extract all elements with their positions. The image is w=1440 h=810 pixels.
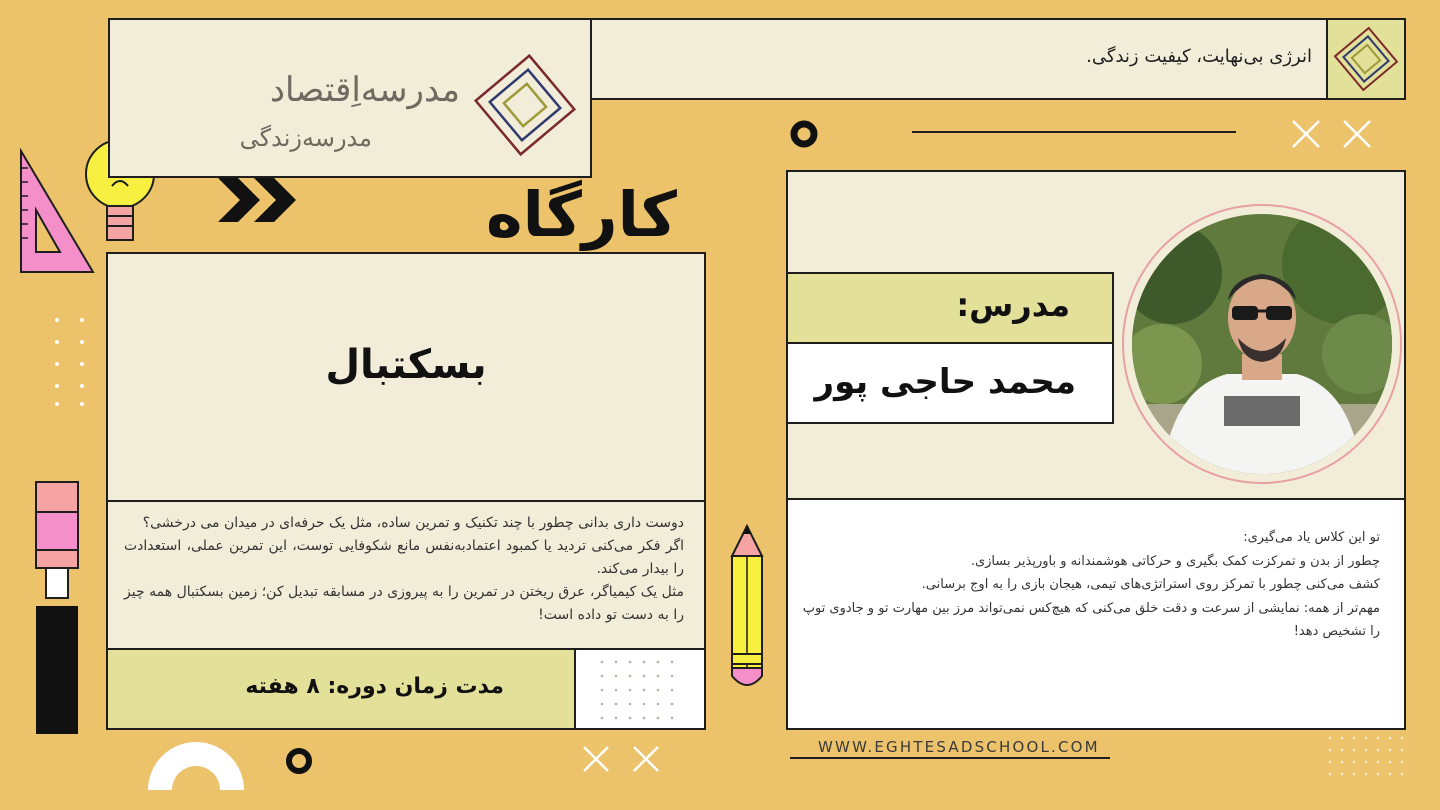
learning-outcomes-list [802,526,1380,644]
teacher-label: مدرس: [956,286,1070,324]
school-logo-icon [1328,20,1404,98]
list-item: تو این کلاس یاد می‌گیری: [1243,530,1380,545]
course-description [124,512,684,627]
workshop-title: کارگاه [486,178,677,251]
ring-decoration [788,118,820,150]
dot-grid-decoration [52,314,92,410]
list-item: مهم‌تر از همه: نمایشی از سرعت و دقت خلق می‌کنی که هیچ‌کس نمی‌تواند مرز بین مهارت تو و جادوی توپ را تشخیص دهد! [802,600,1380,639]
description-line: اگر فکر می‌کنی تردید یا کمبود اعتمادبه‌نفس مانع شکوفایی توست، این تمرین عملی، استعدادت را بیدار می‌کند. [124,538,684,577]
learning-outcomes-box [786,498,1406,730]
footer-divider [790,757,1110,759]
duration-box [106,648,576,730]
website-link[interactable]: WWW.EGHTESADSCHOOL.COM [818,738,1100,756]
teacher-photo [1132,214,1392,474]
course-title: بسکتبال [325,342,487,388]
description-line: دوست داری بدانی چطور با چند تکنیک و تمرین ساده، مثل یک حرفه‌ای در میدان می درخشی؟ [142,515,684,531]
course-duration: مدت زمان دوره: ۸ هفته [245,674,504,699]
list-item: چطور از بدن و تمرکزت کمک بگیری و حرکاتی هوشمندانه و باورپذیر بسازی. [970,553,1380,569]
teacher-label-box [786,272,1114,344]
ring-decoration [284,746,314,776]
close-x-decoration [1290,118,1374,150]
teacher-name: محمد حاجی پور [814,362,1076,402]
slogan-bar [590,18,1328,100]
school-logo-block [108,18,592,178]
description-line: مثل یک کیمیاگر، عرق ریختن در تمرین را به پیروزی در مسابقه تبدیل کن؛ زمین بسکتبال همه چیز را به دست تو داده است! [124,584,684,623]
highlighter-icon [32,480,82,738]
divider-line [912,131,1236,133]
dot-grid-decoration [574,648,706,730]
dot-grid-decoration [1324,734,1404,784]
semicircle-decoration [148,740,244,810]
list-item: کشف می‌کنی چطور با تمرکز روی استراتژی‌های تیمی، هیجان بازی را به اوج برسانی. [921,577,1380,592]
course-title-box [106,252,706,502]
logo-title: مدرسه‌اِقتصاد [269,70,460,110]
close-x-decoration [580,745,664,775]
logo-subtitle: مدرسه‌زندگی [239,124,372,152]
course-description-box [106,500,706,650]
school-logo-icon [470,50,580,160]
slogan-text: انرژی بی‌نهایت، کیفیت زندگی. [1086,46,1312,67]
teacher-name-box [786,342,1114,424]
double-chevron-icon [216,176,300,224]
pencil-icon [728,524,766,692]
logo-mark-small [1326,18,1406,100]
